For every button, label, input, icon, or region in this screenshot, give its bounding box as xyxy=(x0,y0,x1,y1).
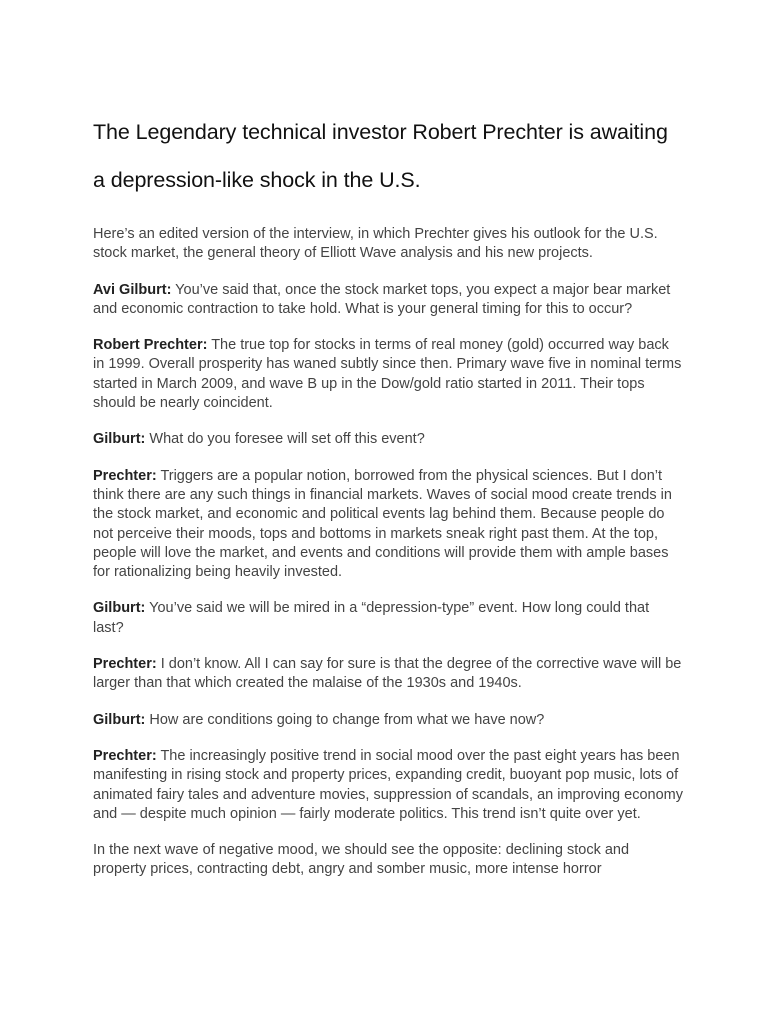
paragraph xyxy=(93,281,683,320)
paragraph-text: The increasingly positive trend in social mood over the past eight years has been manifesting in rising stock and property prices, expanding credit, buoyant pop music, lots of animated fairy tales and adventure movies, suppression of scandals, an improving economy and — despite much opinion — fairly moderate politics. This trend isn’t quite over yet. xyxy=(93,747,683,822)
paragraph xyxy=(93,225,683,264)
paragraph xyxy=(93,711,683,730)
speaker-label: Prechter: xyxy=(93,656,157,673)
speaker-label: Robert Prechter: xyxy=(93,337,208,354)
paragraph-text: Triggers are a popular notion, borrowed from the physical sciences. But I don’t think there are any such things in financial markets. Waves of social mood create trends in the stock market, and economic and political events lag behind them. Because people do not perceive their moods, tops and bottoms in markets sneak right past them. At the top, people will love the market, and events and conditions will provide them with ample bases for rationalizing being heavily invested. xyxy=(93,467,672,581)
paragraph xyxy=(93,655,683,694)
paragraph-text: How are conditions going to change from what we have now? xyxy=(145,711,545,728)
paragraph xyxy=(93,599,683,638)
paragraph xyxy=(93,747,683,824)
paragraph-text: Here’s an edited version of the interview, in which Prechter gives his outlook for the U.S. stock market, the general theory of Elliott Wave analysis and his new projects. xyxy=(93,226,658,262)
speaker-label: Prechter: xyxy=(93,747,157,764)
paragraph-text: I don’t know. All I can say for sure is that the degree of the corrective wave will be larger than that which created the malaise of the 1930s and 1940s. xyxy=(93,656,682,692)
paragraph-text: The true top for stocks in terms of real money (gold) occurred way back in 1999. Overall prosperity has waned subtly since then. Primary wave five in nominal terms started in March 2009, and wave B up in the Dow/gold ratio started in 2011. Their tops should be nearly coincident. xyxy=(93,337,682,412)
article-body xyxy=(93,225,683,880)
paragraph xyxy=(93,467,683,583)
document-page xyxy=(93,0,683,897)
paragraph xyxy=(93,841,683,880)
paragraph-text: In the next wave of negative mood, we should see the opposite: declining stock and property prices, contracting debt, angry and somber music, more intense horror xyxy=(93,842,630,878)
speaker-label: Avi Gilburt: xyxy=(93,281,172,298)
speaker-label: Gilburt: xyxy=(93,431,146,448)
paragraph-text: You’ve said that, once the stock market tops, you expect a major bear market and economic contraction to take hold. What is your general timing for this to occur? xyxy=(93,281,671,317)
speaker-label: Gilburt: xyxy=(93,600,146,617)
paragraph-text: What do you foresee will set off this event? xyxy=(145,431,425,448)
article-title: The Legendary technical investor Robert Prechter is awaiting a depression-like shock in the U.S. xyxy=(93,120,668,192)
paragraph xyxy=(93,430,683,449)
speaker-label: Prechter: xyxy=(93,467,157,484)
speaker-label: Gilburt: xyxy=(93,711,146,728)
paragraph xyxy=(93,336,683,413)
paragraph-text: You’ve said we will be mired in a “depression-type” event. How long could that last? xyxy=(93,600,650,636)
